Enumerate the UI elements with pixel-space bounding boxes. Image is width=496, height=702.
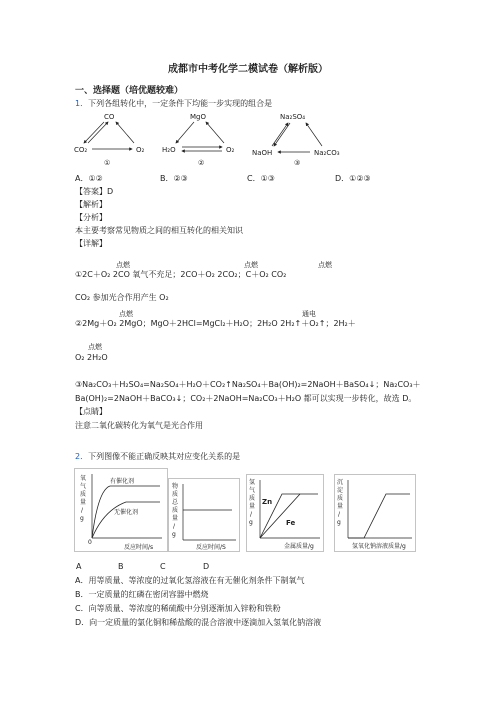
condition-ignite-3: 点燃 (318, 261, 332, 269)
chart-a-ylabel-2: 气 (80, 483, 87, 490)
q2-option-a: A．用等质量、等浓度的过氧化氢溶液在有无催化剂条件下制氧气 (75, 576, 305, 585)
diagram3-left: NaOH (252, 149, 273, 157)
diagram3-tag: ③ (294, 159, 301, 167)
q1-xiangjie: 【详解】 (75, 239, 107, 248)
chart-a-curve-nocatalyst (92, 502, 160, 538)
q2-option-c: C．向等质量、等浓度的稀硫酸中分别逐渐加入锌粉和铁粉 (75, 604, 281, 613)
chart-letter-c: C (160, 562, 166, 571)
q1-diagram-3 (250, 110, 350, 170)
chart-a-ylabel-4: 量 (80, 499, 87, 506)
section-heading: 一、选择题（培优题较难） (75, 86, 184, 96)
q1-line2: CO₂ 参加光合作用产生 O₂ (75, 293, 169, 302)
q1-option-d: D．①②③ (335, 174, 371, 183)
q1-line6: Ba(OH)₂=2NaOH＋BaCO₃↓；CO₂＋2NaOH=Na₂CO₃＋H₂O 都可以实现一步转化，故选 D。 (75, 394, 417, 403)
diagram1-tag: ① (104, 159, 111, 167)
condition-ignite-1: 点燃 (116, 261, 130, 269)
q1-dianjing: 【点睛】 (75, 407, 107, 416)
q1-option-c: C．①③ (247, 174, 275, 183)
q1-stem-text: 下列各组转化中，一定条件下均能一步实现的组合是 (88, 99, 273, 108)
diagram3-top: Na₂SO₄ (280, 113, 306, 121)
q1-answer: 【答案】D (75, 187, 114, 196)
chart-c-label-zn: Zn (262, 498, 273, 506)
q1-option-a: A．①② (75, 174, 103, 183)
diagram2-tag: ② (198, 159, 205, 167)
q1-line3: ②2Mg＋O₂ 2MgO；MgO＋2HCl=MgCl₂＋H₂O；2H₂O 2H₂↑＋O₂↑；2H₂＋ (75, 319, 356, 328)
chart-b-ylabel-3: 总 (172, 499, 179, 506)
q2-number: 2． (75, 452, 89, 461)
chart-b-ylabel-5: 量 (172, 515, 179, 522)
chart-b-ylabel-7: g (172, 531, 176, 538)
chart-a-ylabel-6: g (80, 515, 84, 522)
q1-line4: O₂ 2H₂O (75, 353, 108, 362)
q1-option-b: B．②③ (160, 174, 188, 183)
chart-a-ylabel-5: / (81, 507, 84, 514)
q1-diagram-1 (70, 110, 160, 170)
chart-c-ylabel-4: 量 (249, 503, 256, 510)
diagram1-right: O₂ (136, 146, 145, 154)
chart-c-ylabel-6: g (249, 519, 253, 526)
q2-option-b: B．一定质量的红磷在密闭容器中燃烧 (75, 590, 209, 599)
chart-d-ylabel-2: 淀 (337, 487, 344, 494)
q1-note: 注意二氧化碳转化为氧气是光合作用 (75, 421, 203, 430)
chart-b-ylabel-6: / (173, 523, 176, 530)
q1-diagram-2 (160, 110, 250, 170)
chart-letter-d: D (203, 562, 210, 571)
chart-a-label-nocatalyst: 无催化剂 (114, 509, 139, 516)
chart-c-xlabel: 金属质量/g (284, 543, 314, 550)
q2-stem-text: 下列图像不能正确反映其对应变化关系的是 (88, 452, 241, 461)
q1-line1: ①2C＋O₂ 2CO 氧气不充足；2CO＋O₂ 2CO₂；C＋O₂ CO₂ (75, 270, 287, 279)
chart-d-ylabel-3: 质 (337, 495, 344, 502)
diagram2-left: H₂O (162, 146, 176, 154)
page-title: 成都市中考化学二模试卷（解析版） (168, 64, 328, 75)
chart-c-ylabel-2: 气 (249, 487, 256, 494)
chart-d-ylabel-4: 量 (337, 503, 344, 510)
q2-option-d: D．向一定质量的氯化铜和稀盐酸的混合溶液中逐滴加入氢氧化钠溶液 (75, 618, 322, 627)
chart-a-ylabel-3: 质 (80, 491, 87, 498)
q1-number: 1． (75, 99, 89, 108)
q1-stem (75, 99, 272, 109)
chart-c-ylabel-1: 氢 (249, 479, 256, 486)
chart-b-xlabel: 反应时间/S (196, 544, 226, 551)
chart-a-origin: 0 (88, 539, 92, 546)
chart-c-ylabel-3: 质 (249, 495, 256, 502)
chart-d-ylabel-6: g (337, 519, 341, 526)
condition-ignite-2: 点燃 (244, 261, 258, 269)
condition-electric: 通电 (302, 310, 316, 318)
chart-b-ylabel-4: 质 (172, 507, 179, 514)
diagram3-right: Na₂CO₃ (314, 149, 340, 157)
q1-jiexi: 【解析】 (75, 200, 107, 209)
chart-b-ylabel-2: 质 (172, 491, 179, 498)
condition-ignite-4: 点燃 (119, 310, 133, 318)
q2-chart-c (246, 474, 324, 552)
chart-c-label-fe: Fe (286, 519, 296, 527)
chart-c-ylabel-5: / (250, 511, 253, 518)
chart-letter-a: A (76, 562, 82, 571)
condition-ignite-5: 点燃 (88, 343, 102, 351)
diagram1-left: CO₂ (74, 146, 88, 154)
q2-chart-a (74, 468, 168, 552)
q1-fenxi: 【分析】 (75, 213, 107, 222)
chart-d-ylabel-1: 沉 (337, 479, 344, 486)
chart-d-curve (348, 494, 410, 538)
diagram1-top: CO (104, 113, 115, 121)
diagram2-right: O₂ (226, 146, 235, 154)
chart-d-xlabel: 氢氧化钠溶液质量/g (352, 543, 406, 550)
chart-letter-b: B (118, 562, 124, 571)
chart-a-xlabel: 反应时间/s (124, 544, 154, 551)
diagram2-top: MgO (190, 113, 206, 121)
chart-a-label-catalyst: 有催化剂 (110, 478, 135, 485)
q2-chart-b (168, 478, 240, 552)
chart-b-ylabel-1: 物 (172, 483, 179, 490)
chart-a-ylabel-1: 氧 (80, 475, 87, 482)
q2-stem (75, 452, 240, 462)
q1-analysis: 本主要考察常见物质之间的相互转化的相关知识 (75, 226, 243, 235)
chart-d-ylabel-5: / (338, 511, 341, 518)
q2-chart-d (334, 474, 416, 552)
q1-line5: ③Na₂CO₃＋H₂SO₄=Na₂SO₄＋H₂O＋CO₂↑Na₂SO₄＋Ba(OH)₂=2NaOH＋BaSO₄↓；Na₂CO₃＋ (75, 380, 421, 389)
